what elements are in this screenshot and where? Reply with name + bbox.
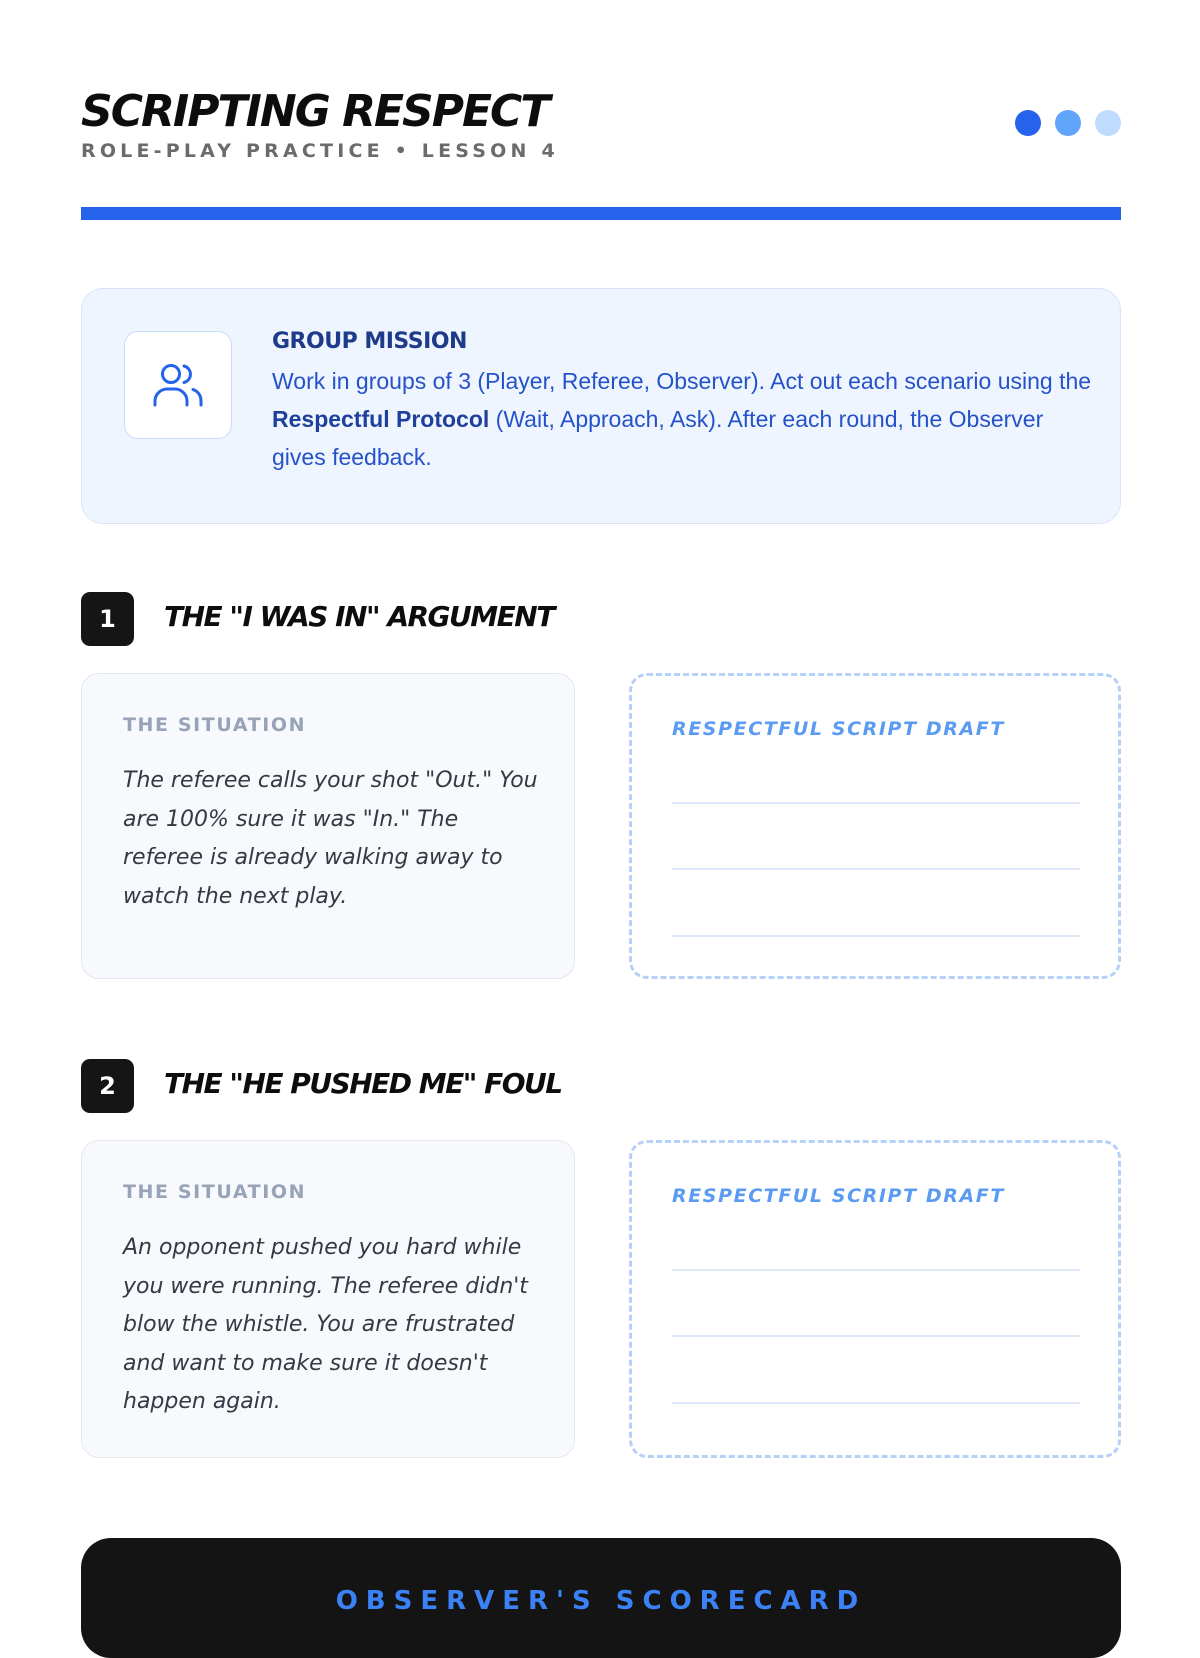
writing-line[interactable] [672,935,1080,937]
mission-protocol-name: Respectful Protocol [272,406,490,432]
group-mission-card [81,288,1121,524]
page-title: SCRIPTING RESPECT [81,86,549,137]
writing-line[interactable] [672,1335,1080,1337]
writing-line[interactable] [672,868,1080,870]
scenario-title: THE "HE PUSHED ME" FOUL [164,1067,562,1100]
progress-dot-3 [1095,110,1121,136]
scenario-2-script-draft[interactable] [629,1140,1121,1458]
scorecard-title: OBSERVER'S SCORECARD [335,1586,867,1616]
page-header [81,84,1121,184]
observer-scorecard [81,1538,1121,1658]
scenario-title: THE "I WAS IN" ARGUMENT [164,600,554,633]
script-draft-label: RESPECTFUL SCRIPT DRAFT [672,718,1005,740]
users-icon [124,331,232,439]
progress-dot-2 [1055,110,1081,136]
scenario-1-script-draft[interactable] [629,673,1121,979]
mission-body-text: Work in groups of 3 (Player, Referee, Observer). Act out each scenario using the [272,368,1092,394]
situation-label: THE SITUATION [123,1181,307,1203]
scenario-2-situation [81,1140,575,1458]
script-draft-label: RESPECTFUL SCRIPT DRAFT [672,1185,1005,1207]
mission-body [272,362,1092,476]
writing-line[interactable] [672,1269,1080,1271]
situation-text: An opponent pushed you hard while you were running. The referee didn't blow the whistle. You are frustrated and want to make sure it doesn't happen again. [123,1235,528,1414]
writing-line[interactable] [672,1402,1080,1404]
mission-body-text-end: (Wait, Approach, Ask). After each round, the Observer gives feedback. [272,406,1044,470]
situation-text: The referee calls your shot "Out." You are 100% sure it was "In." The referee is already walking away to watch the next play. [123,768,538,909]
scenario-2-header [81,1059,1121,1113]
scenario-1-header [81,592,1121,646]
progress-dots [1015,110,1121,136]
progress-dot-1 [1015,110,1041,136]
scenario-1-situation [81,673,575,979]
scenario-number-badge: 2 [81,1059,134,1113]
writing-line[interactable] [672,802,1080,804]
page-subtitle: ROLE-PLAY PRACTICE • LESSON 4 [81,140,559,162]
scenario-number-badge: 1 [81,592,134,646]
mission-content [272,329,1092,476]
situation-label: THE SITUATION [123,714,307,736]
header-divider [81,207,1121,220]
mission-title: GROUP MISSION [272,329,467,354]
